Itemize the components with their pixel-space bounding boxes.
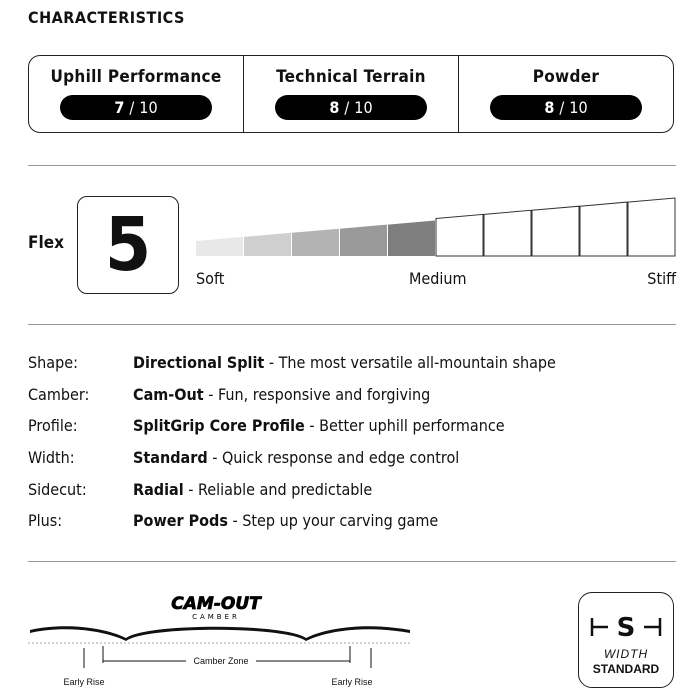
spec-row-profile [28,416,505,435]
flex-scale-soft: Soft [196,269,225,288]
spec-name: Directional Split [133,353,265,372]
flex-segment-empty [484,210,531,256]
rating-max: 10 [569,98,588,117]
divider [28,165,676,166]
spec-key: Profile: [28,416,78,435]
camber-logo-subtext: CAMBER [192,613,240,621]
spec-key: Sidecut: [28,480,87,499]
spec-desc: - The most versatile all-mountain shape [264,353,556,372]
spec-desc: - Step up your carving game [227,511,439,530]
spec-row-width [28,448,459,467]
characteristic-label: Uphill Performance [50,67,222,87]
characteristic-powder [458,56,673,132]
width-badge-line2: STANDARD [592,661,659,676]
rating-value: 7 [114,98,125,117]
flex-segment-empty [580,202,627,256]
width-badge-line1: WIDTH [603,646,648,661]
rating-value: 8 [329,98,340,117]
width-badge [578,592,674,688]
flex-segment-filled [196,237,243,256]
spec-desc: - Better uphill performance [304,416,505,435]
flex-scale-medium: Medium [409,269,467,288]
spec-name: Power Pods [133,511,228,530]
flex-segment-empty [628,198,675,256]
early-rise-left-label: Early Rise [63,677,105,687]
flex-scale [190,196,680,262]
spec-row-camber [28,385,430,404]
rating-separator: / [344,98,350,117]
characteristic-label: Technical Terrain [276,67,426,87]
spec-row-sidecut [28,480,372,499]
spec-row-shape [28,353,556,372]
characteristics-panel [28,55,674,133]
characteristic-uphill [29,56,243,132]
spec-key: Shape: [28,353,78,372]
flex-segment-filled [292,229,339,256]
rating-max: 10 [354,98,373,117]
flex-value: 5 [104,202,152,288]
rating-value: 8 [544,98,555,117]
spec-name: Radial [133,480,184,499]
spec-row-plus [28,511,438,530]
camber-zone-label: Camber Zone [193,656,249,666]
spec-name: Cam-Out [133,385,204,404]
flex-label: Flex [28,233,64,253]
flex-value-box [77,196,179,294]
characteristic-label: Powder [532,67,600,87]
spec-key: Plus: [28,511,63,530]
flex-segment-empty [436,214,483,256]
spec-desc: - Quick response and edge control [207,448,460,467]
spec-key: Camber: [28,385,90,404]
flex-scale-stiff: Stiff [647,269,676,288]
board-profile [30,626,410,641]
divider [28,561,676,562]
spec-name: Standard [133,448,208,467]
rating-separator: / [559,98,565,117]
flex-segment-filled [388,221,435,257]
page-title: CHARACTERISTICS [28,8,185,27]
width-icon [578,592,674,688]
early-rise-right-label: Early Rise [331,677,373,687]
characteristic-technical [243,56,458,132]
rating-separator: / [129,98,135,117]
rating-pill [490,95,642,120]
spec-desc: - Reliable and predictable [183,480,373,499]
spec-name: SplitGrip Core Profile [133,416,305,435]
flex-segment-filled [244,233,291,256]
width-letter: S [616,612,635,643]
cam-out-logo: CAM-OUT [171,594,261,614]
flex-segment-filled [340,225,387,256]
rating-pill [60,95,212,120]
flex-segment-empty [532,206,579,256]
spec-key: Width: [28,448,75,467]
rating-max: 10 [139,98,158,117]
camber-profile-diagram [26,588,416,696]
spec-desc: - Fun, responsive and forgiving [203,385,431,404]
rating-pill [275,95,427,120]
divider [28,324,676,325]
